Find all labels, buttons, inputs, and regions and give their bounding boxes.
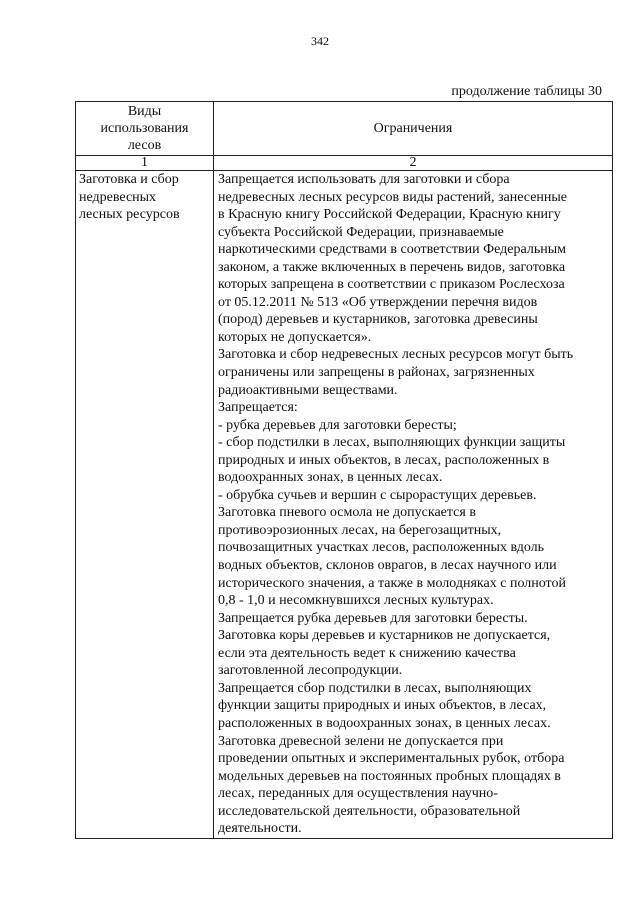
restriction-line: которых запрещена в соответствии с приказом Рослесхоза [218, 277, 565, 293]
restriction-line: - рубка деревьев для заготовки бересты; [218, 417, 457, 433]
header-forest-use-types [76, 102, 214, 156]
restriction-line: от 05.12.2011 № 513 «Об утверждении перечня видов [218, 294, 538, 310]
restriction-line: - обрубка сучьев и вершин с сырорастущих деревьев. [218, 487, 537, 503]
restriction-line: расположенных в водоохранных зонах, в ценных лесах. [218, 715, 551, 731]
restriction-line: исследовательской деятельности, образовательной [218, 803, 521, 819]
forest-use-type-line: лесных ресурсов [79, 207, 180, 223]
restriction-line: лесах, переданных для осуществления научно- [218, 786, 498, 802]
restriction-line: (пород) деревьев и кустарников, заготовка древесины [218, 312, 538, 328]
page-number: 342 [311, 34, 329, 48]
restriction-line: субъекта Российской Федерации, признаваемые [218, 224, 504, 240]
restriction-line: деятельности. [218, 821, 302, 837]
restriction-line: проведении опытных и экспериментальных рубок, отбора [218, 751, 565, 767]
restriction-line: законом, а также включенных в перечень видов, заготовка [218, 259, 566, 275]
restriction-line: Запрещается использовать для заготовки и сбора [218, 172, 510, 187]
restriction-line: 0,8 - 1,0 и несомкнувшихся лесных культурах. [218, 593, 494, 609]
restriction-line: Заготовка коры деревьев и кустарников не допускается, [218, 628, 551, 644]
restriction-line: - сбор подстилки в лесах, выполняющих функции защиты [218, 435, 566, 451]
table-continuation-label: продолжение таблицы 30 [451, 84, 602, 99]
restriction-line: водоохранных зонах, в ценных лесах. [218, 470, 443, 486]
restrictions-table [75, 101, 613, 839]
forest-use-type-cell [76, 171, 214, 839]
table-header-row [76, 102, 613, 156]
column-number-row [76, 156, 613, 171]
forest-use-type-line: недревесных [79, 189, 157, 205]
restriction-line: природных и иных объектов, в лесах, расположенных в [218, 452, 550, 468]
restriction-line: Заготовка и сбор недревесных лесных ресурсов могут быть [218, 347, 574, 363]
header-line: Виды [127, 104, 162, 119]
restriction-line: модельных деревьев на постоянных пробных площадях в [218, 768, 561, 784]
restriction-line: если эта деятельность ведет к снижению качества [218, 645, 516, 661]
restrictions-cell [214, 171, 613, 839]
restriction-line: функции защиты природных и иных объектов, в лесах, [218, 698, 547, 714]
restriction-line: исторического значения, а также в молодняках с полнотой [218, 575, 566, 591]
table-row [76, 171, 613, 839]
restriction-line: ограничены или запрещены в районах, загрязненных [218, 365, 535, 381]
restriction-line: Заготовка пневого осмола не допускается в [218, 505, 476, 521]
column-number: 1 [76, 156, 214, 171]
restriction-line: Запрещается сбор подстилки в лесах, выполняющих [218, 680, 532, 696]
restriction-line: Запрещается рубка деревьев для заготовки бересты. [218, 610, 528, 626]
restriction-line: радиоактивными веществами. [218, 382, 398, 398]
restriction-line: водных объектов, склонов оврагов, в лесах научного или [218, 558, 557, 574]
restriction-line: Запрещается: [218, 400, 298, 416]
restriction-line: противоэрозионных лесах, на берегозащитных, [218, 522, 502, 538]
header-restrictions: Ограничения [214, 102, 613, 156]
header-line: использования [100, 121, 189, 136]
restriction-line: почвозащитных участках лесов, расположенных вдоль [218, 540, 545, 556]
restriction-line: недревесных лесных ресурсов виды растений, занесенные [218, 189, 568, 205]
restriction-line: в Красную книгу Российской Федерации, Красную книгу [218, 207, 561, 223]
restriction-line: которых не допускается». [218, 329, 372, 345]
column-number: 2 [214, 156, 613, 171]
header-line: лесов [127, 138, 162, 153]
forest-use-type-line: Заготовка и сбор [79, 172, 179, 187]
restriction-line: наркотическими средствами в соответствии Федеральным [218, 242, 566, 258]
restriction-line: Заготовка древесной зелени не допускается при [218, 733, 504, 749]
restriction-line: заготовленной лесопродукции. [218, 663, 403, 679]
